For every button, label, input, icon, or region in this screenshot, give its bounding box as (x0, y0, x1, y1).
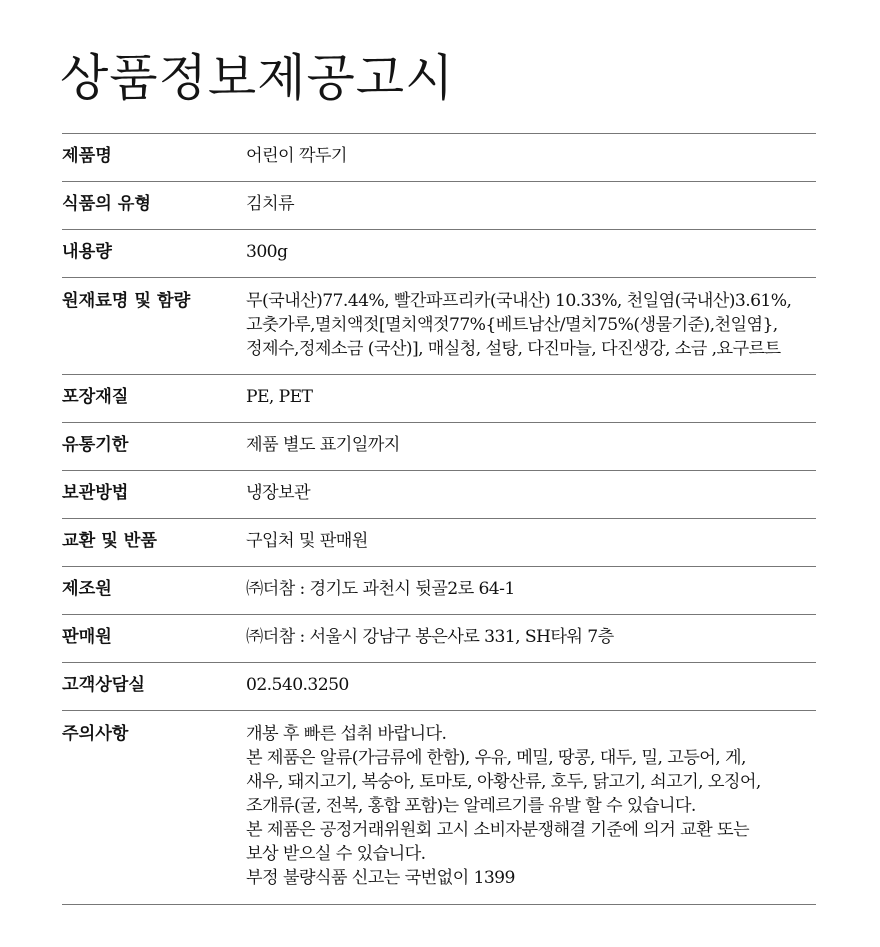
table-row (62, 615, 816, 663)
table-row (62, 134, 816, 182)
row-value (246, 423, 816, 471)
value-line: 고춧가루,멸치액젓[멸치액젓77%{베트남산/멸치75%(생물기준),천일염}, (246, 315, 778, 335)
value-line: 냉장보관 (246, 483, 311, 503)
row-value (246, 471, 816, 519)
value-line: 구입처 및 판매원 (246, 531, 368, 551)
value-line: ㈜더참 : 서울시 강남구 봉은사로 331, SH타워 7층 (246, 627, 614, 647)
value-line: 부정 불량식품 신고는 국번없이 1399 (246, 868, 515, 888)
row-value (246, 278, 816, 375)
row-label: 고객상담실 (62, 663, 246, 711)
table-row (62, 375, 816, 423)
value-line: 개봉 후 빠른 섭취 바랍니다. (246, 724, 447, 744)
table-row (62, 711, 816, 905)
row-label: 내용량 (62, 230, 246, 278)
row-label: 교환 및 반품 (62, 519, 246, 567)
row-value (246, 567, 816, 615)
value-line: 보상 받으실 수 있습니다. (246, 844, 426, 864)
row-value (246, 615, 816, 663)
row-label: 주의사항 (62, 711, 246, 905)
table-row (62, 519, 816, 567)
row-label: 원재료명 및 함량 (62, 278, 246, 375)
value-line: 조개류(굴, 전복, 홍합 포함)는 알레르기를 유발 할 수 있습니다. (246, 796, 696, 816)
row-label: 제조원 (62, 567, 246, 615)
table-row (62, 663, 816, 711)
table-row (62, 230, 816, 278)
row-label: 식품의 유형 (62, 182, 246, 230)
row-value (246, 375, 816, 423)
value-line: 본 제품은 공정거래위원회 고시 소비자분쟁해결 기준에 의거 교환 또는 (246, 820, 750, 840)
value-line: 새우, 돼지고기, 복숭아, 토마토, 아황산류, 호두, 닭고기, 쇠고기, 오징어, (246, 772, 761, 792)
value-line: PE, PET (246, 387, 313, 407)
table-row (62, 278, 816, 375)
value-line: 무(국내산)77.44%, 빨간파프리카(국내산) 10.33%, 천일염(국내산)3.61%, (246, 291, 792, 311)
value-line: 02.540.3250 (246, 675, 349, 695)
row-label: 유통기한 (62, 423, 246, 471)
row-value (246, 663, 816, 711)
value-line: 제품 별도 표기일까지 (246, 435, 400, 455)
row-value (246, 182, 816, 230)
table-row (62, 567, 816, 615)
row-value (246, 230, 816, 278)
value-line: 정제수,정제소금 (국산)], 매실청, 설탕, 다진마늘, 다진생강, 소금 ,요구르트 (246, 339, 781, 359)
table-row (62, 471, 816, 519)
value-line: 본 제품은 알류(가금류에 한함), 우유, 메밀, 땅콩, 대두, 밀, 고등어, 게, (246, 748, 746, 768)
product-info-table (62, 133, 816, 905)
row-value (246, 519, 816, 567)
table-row (62, 182, 816, 230)
value-line: 김치류 (246, 194, 295, 214)
row-label: 보관방법 (62, 471, 246, 519)
value-line: ㈜더참 : 경기도 과천시 뒷골2로 64-1 (246, 579, 515, 599)
page-title: 상품정보제공고시 (60, 49, 455, 107)
table-row (62, 423, 816, 471)
row-value (246, 134, 816, 182)
value-line: 어린이 깍두기 (246, 146, 347, 166)
value-line: 300g (246, 242, 288, 262)
row-value (246, 711, 816, 905)
row-label: 포장재질 (62, 375, 246, 423)
row-label: 제품명 (62, 134, 246, 182)
row-label: 판매원 (62, 615, 246, 663)
